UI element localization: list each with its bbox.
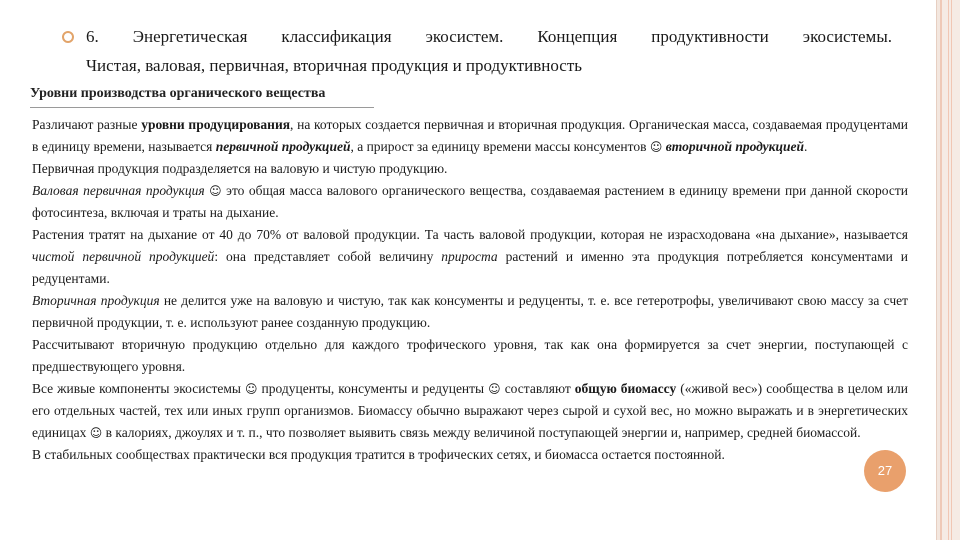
paragraph-3 xyxy=(32,180,908,224)
text-run: , на которых создается первичная и вторичная продукция. Органическая масса, создаваемая продуцентами в единицу времени, называется xyxy=(32,117,909,154)
body-text xyxy=(32,114,908,466)
smiley-icon: ☺ xyxy=(649,140,663,154)
section-subtitle: Уровни производства органического вещества xyxy=(30,86,326,101)
term-growth: прироста xyxy=(441,249,498,264)
paragraph-7 xyxy=(32,378,908,444)
smiley-icon: ☺ xyxy=(89,426,103,440)
term-secondary: Вторичная продукция xyxy=(32,293,160,308)
text-run: Растения тратят на дыхание от 40 до 70% от валовой продукции. Та часть валовой продукции, которая не израсходована «на дыхание», называется xyxy=(32,227,908,242)
term-net-primary: чистой первичной продукцией xyxy=(32,249,215,264)
text-run: это общая масса валового органического вещества, создаваемая растением в единицу времени при данной скорости фотосинтеза, включая и траты на дыхание. xyxy=(32,183,909,220)
text-run: Различают разные xyxy=(32,117,142,132)
smiley-icon: ☺ xyxy=(488,382,501,396)
text-run: («живой вес») сообщества в целом или его отдельных частей, тех или иных групп организмов. Биомассу обычно выражают через сырой и сухой вес, но можно выражать и в энергетических единицах xyxy=(32,381,908,440)
paragraph-2: Первичная продукция подразделяется на валовую и чистую продукцию. xyxy=(32,161,448,176)
term-primary-production: первичной продукцией xyxy=(215,139,351,154)
term-total-biomass: общую биомассу xyxy=(574,381,677,396)
text-run: Все живые компоненты экосистемы xyxy=(32,381,245,396)
title-bullet-icon xyxy=(62,31,74,43)
term-levels: уровни продуцирования xyxy=(141,117,291,132)
paragraph-1 xyxy=(32,114,908,158)
decorative-side-rail xyxy=(940,0,960,540)
paragraph-6: Рассчитывают вторичную продукцию отдельно для каждого трофического уровня, так как она формируется за счет энергии, поступающей с предшествующего уровня. xyxy=(32,337,908,374)
text-run: , а прирост за единицу времени массы консументов xyxy=(350,139,650,154)
text-run: не делится уже на валовую и чистую, так как консументы и редуценты, т. е. все гетеротрофы, увеличивают свою массу за счет первичной продукции, т. е. используют ранее созданную продукцию. xyxy=(32,293,908,330)
slide-title xyxy=(86,22,892,80)
term-secondary-production: вторичной продукцией xyxy=(665,139,805,154)
text-run: : она представляет собой величину xyxy=(214,249,442,264)
subtitle-underline xyxy=(30,107,374,108)
paragraph-5 xyxy=(32,290,908,334)
smiley-icon: ☺ xyxy=(209,184,222,198)
smiley-icon: ☺ xyxy=(245,382,258,396)
paragraph-4 xyxy=(32,224,908,290)
paragraph-8: В стабильных сообществах практически вся продукция тратится в трофических сетях, и биомасса остается постоянной. xyxy=(32,447,725,462)
rail-inner-lines xyxy=(948,0,952,540)
text-run: растений и именно эта продукция потребляется консументами и редуцентами. xyxy=(32,249,908,286)
title-line-2: Чистая, валовая, первичная, вторичная продукция и продуктивность xyxy=(86,56,583,75)
text-run: . xyxy=(804,139,808,154)
text-run: в калориях, джоулях и т. п., что позволяет выявить связь между величиной поступающей энергии и, например, средней биомассой. xyxy=(102,425,861,440)
title-line-1: 6. Энергетическая классификация экосистем. Концепция продуктивности экосистемы. xyxy=(86,27,892,46)
text-run: составляют xyxy=(500,381,575,396)
text-run: продуценты, консументы и редуценты xyxy=(257,381,489,396)
page-number-badge: 27 xyxy=(864,450,906,492)
term-gross-primary: Валовая первичная продукция xyxy=(32,183,205,198)
